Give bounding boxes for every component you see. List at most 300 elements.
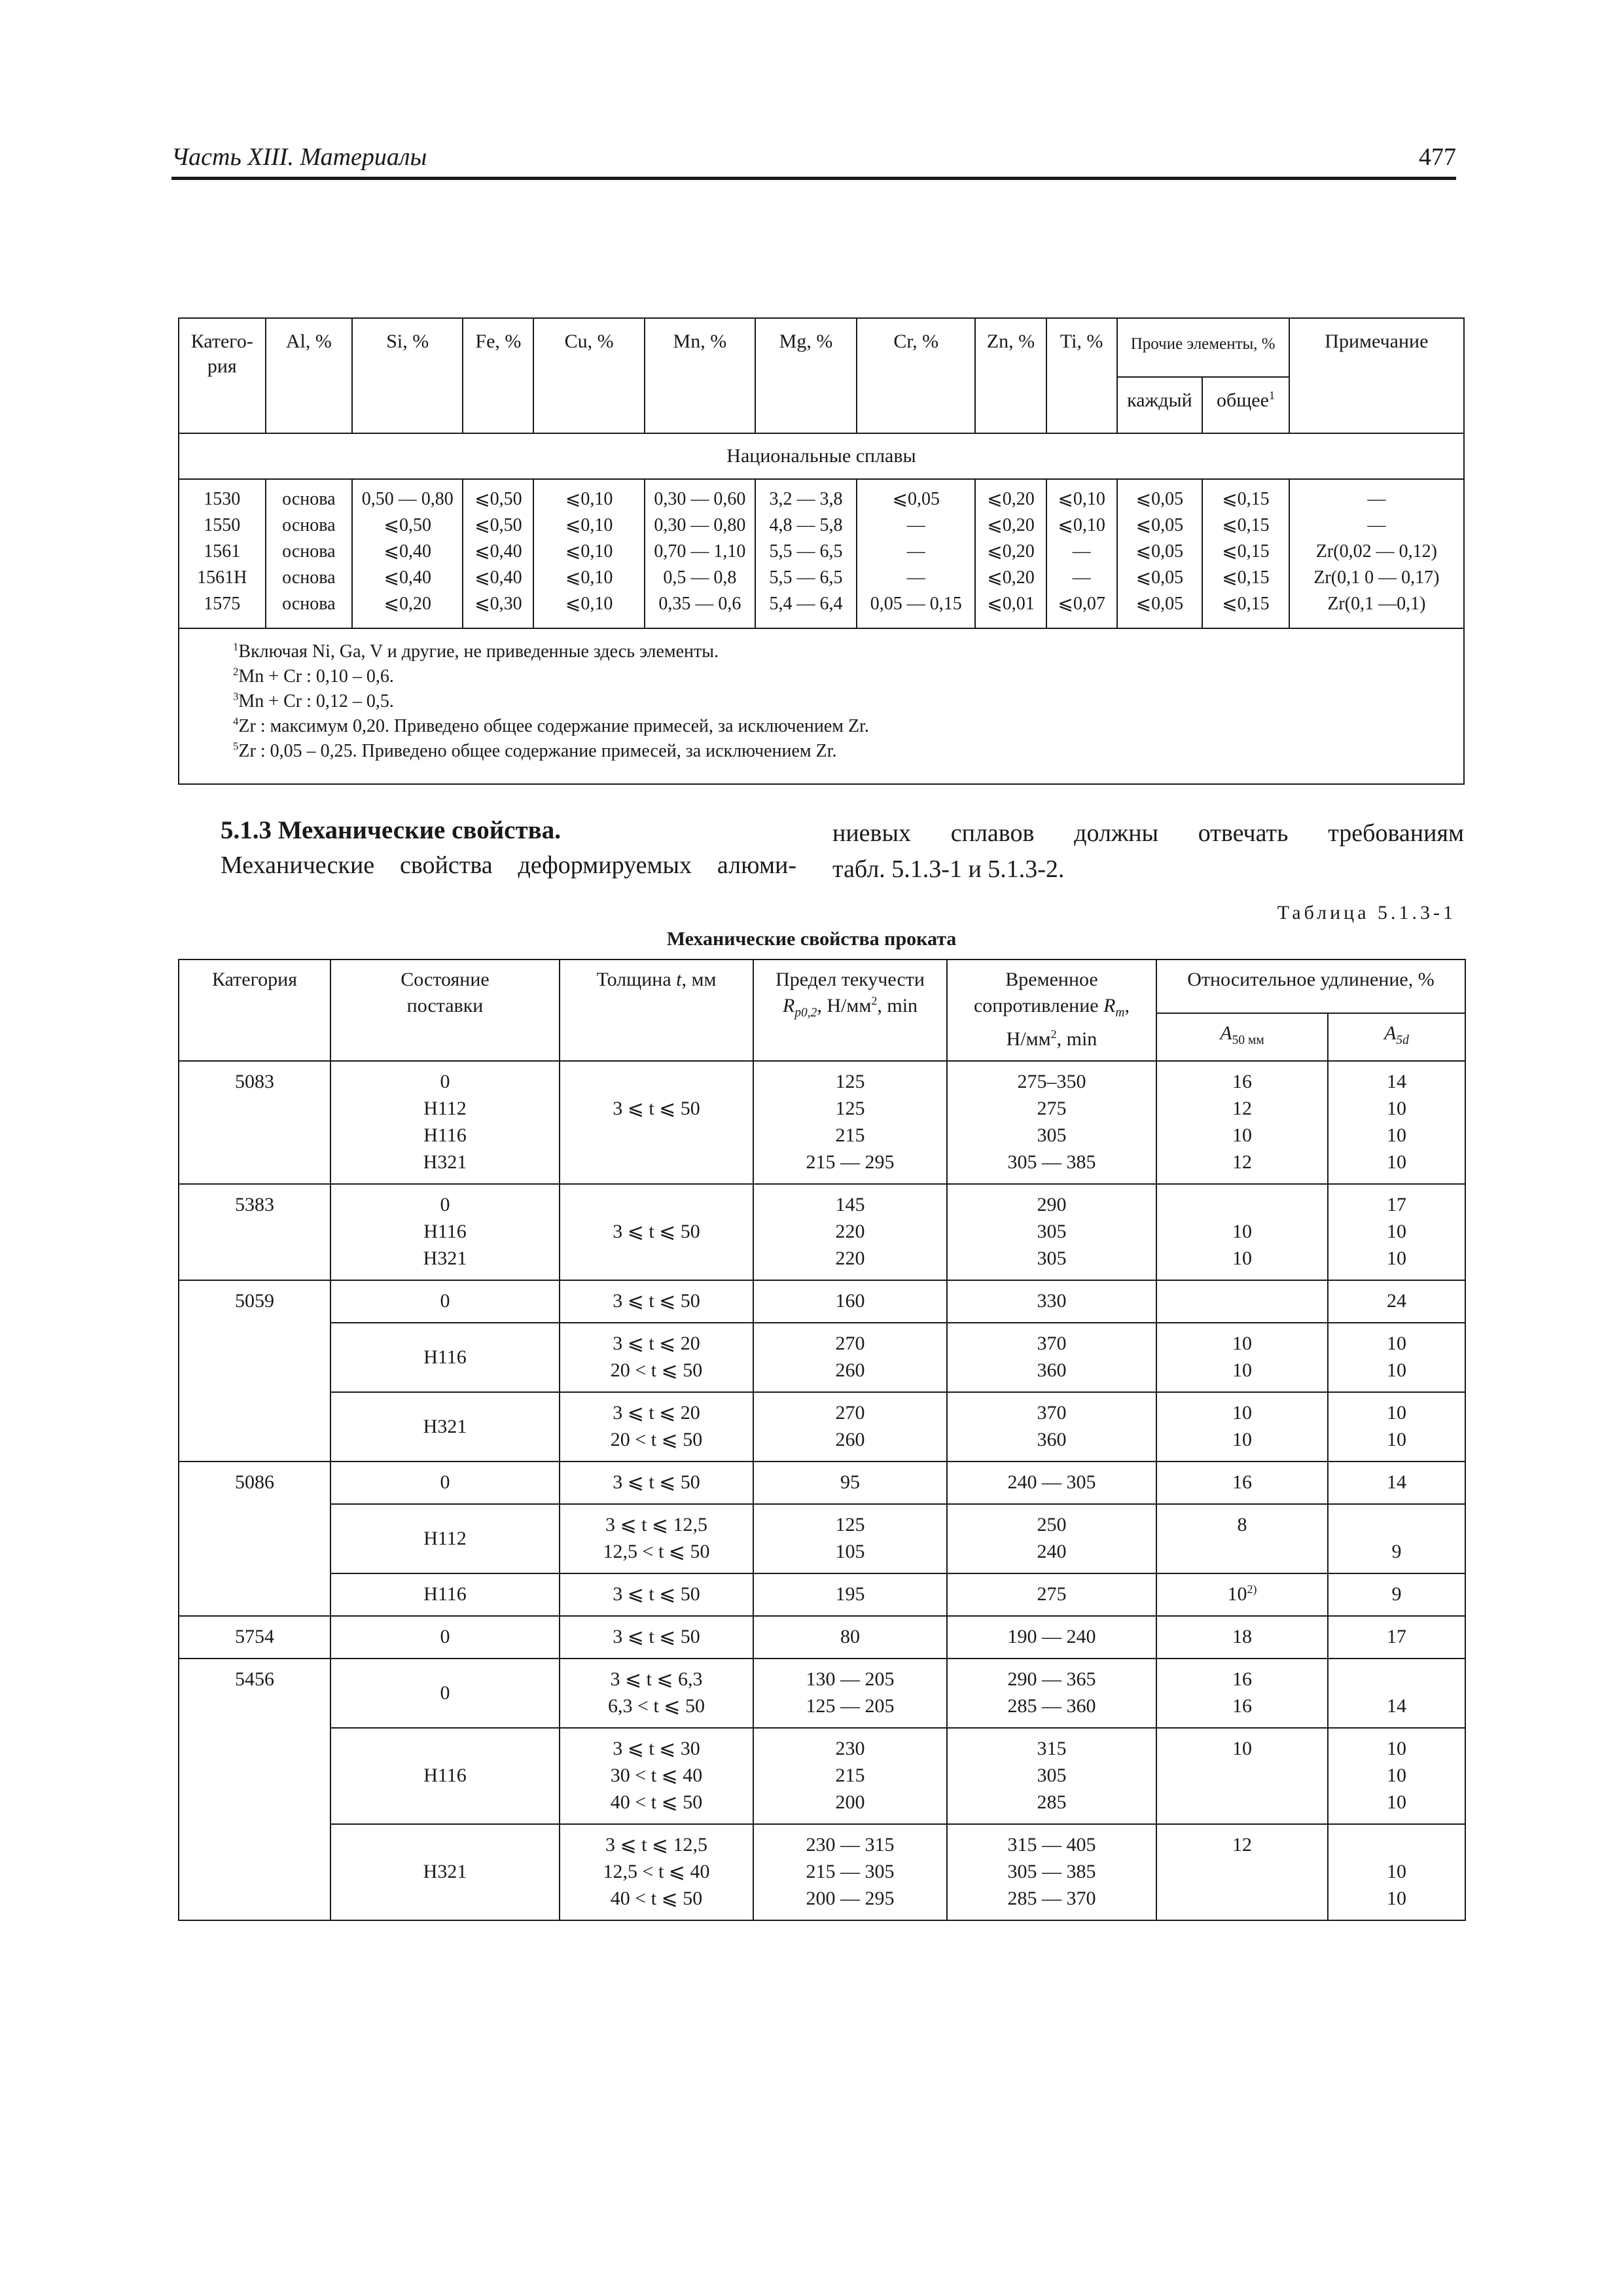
- col-a5d: [1328, 1824, 1465, 1920]
- section-national-alloys: Национальные сплавы: [179, 433, 1464, 479]
- cell-a5d: 24: [1387, 1290, 1406, 1312]
- page-number: 477: [1419, 143, 1456, 171]
- cell-a5d: 17: [1387, 1626, 1406, 1647]
- cell-state: 0: [440, 1681, 450, 1704]
- cell-state: Н116: [423, 1583, 467, 1605]
- col-tensile: [947, 1824, 1156, 1920]
- cell-a50: [1158, 1287, 1326, 1314]
- cell-category: 5086: [179, 1462, 330, 1616]
- cell-a50: 10: [1232, 1359, 1252, 1381]
- cell-total: ⩽0,15: [1222, 489, 1270, 509]
- cell-note: —: [1367, 515, 1386, 535]
- cell-fe: ⩽0,50: [474, 489, 522, 509]
- cell-thickness: 3 ⩽ t ⩽ 50: [613, 1221, 700, 1242]
- cell-mn: 0,30 — 0,80: [654, 515, 746, 535]
- header-thickness: Толщина t, мм: [560, 960, 753, 1061]
- cell-note: Zr(0,1 0 — 0,17): [1313, 567, 1440, 588]
- cell-tensile: 305: [1037, 1124, 1067, 1146]
- cell-note: Zr(0,02 — 0,12): [1315, 541, 1437, 562]
- cell-a50: 18: [1232, 1626, 1252, 1647]
- table-row: [179, 1280, 1465, 1323]
- header-category: Категория: [179, 960, 330, 1061]
- header-al: Al, %: [266, 318, 353, 433]
- cell-thickness: 3 ⩽ t ⩽ 20: [613, 1402, 700, 1424]
- table-row: [179, 1573, 1465, 1616]
- cell-tensile: 285: [1037, 1791, 1067, 1813]
- cell-tensile: 275: [1037, 1098, 1067, 1119]
- cell-yield: 130 — 205: [806, 1668, 895, 1690]
- cell-a50: 10: [1232, 1221, 1252, 1242]
- cell-each: ⩽0,05: [1135, 594, 1184, 614]
- col-tensile: [947, 1323, 1156, 1392]
- cell-al: основа: [282, 541, 336, 562]
- cell-yield: 215 — 295: [806, 1151, 895, 1173]
- cell-thickness: [562, 1149, 751, 1175]
- col-a5d: [1328, 1061, 1465, 1184]
- cell-each: ⩽0,05: [1135, 489, 1184, 509]
- cell-tensile: 330: [1037, 1290, 1067, 1312]
- cell-fe: ⩽0,40: [474, 541, 522, 562]
- cell-state: 0: [440, 1290, 450, 1312]
- mechanical-properties-table: [178, 959, 1466, 1921]
- cell-thickness: [562, 1245, 751, 1272]
- cell-thickness: 3 ⩽ t ⩽ 20: [613, 1333, 700, 1354]
- cell-yield: 200: [835, 1791, 865, 1813]
- col-yield: [753, 1616, 947, 1659]
- cell-each: ⩽0,05: [1135, 515, 1184, 535]
- col-a5d: [1328, 1323, 1465, 1392]
- col-a5d: [1328, 1573, 1465, 1616]
- col-yield: [753, 1280, 947, 1323]
- cell-tensile: 275–350: [1017, 1071, 1086, 1092]
- cell-state: Н116: [423, 1765, 467, 1786]
- cell-a5d: [1330, 1666, 1463, 1693]
- cell-tensile: 370: [1037, 1402, 1067, 1424]
- cell-a50: [1158, 1762, 1326, 1789]
- cell-a50: [1158, 1191, 1326, 1218]
- col-thickness: [560, 1392, 753, 1462]
- cell-yield: 145: [835, 1194, 865, 1215]
- col-state: [330, 1184, 560, 1280]
- table-label: Таблица 5.1.3-1: [1277, 902, 1456, 924]
- cell-si: ⩽0,40: [383, 541, 431, 562]
- col-thickness: [560, 1573, 753, 1616]
- cell-a5d: 9: [1391, 1541, 1402, 1562]
- col-thickness: [560, 1323, 753, 1392]
- cell-yield: 105: [835, 1541, 865, 1562]
- cell-thickness: 3 ⩽ t ⩽ 12,5: [605, 1514, 708, 1535]
- cell-tensile: 275: [1037, 1583, 1067, 1605]
- cell-mn: 0,5 — 0,8: [663, 567, 737, 588]
- col-each: [1117, 479, 1203, 628]
- col-yield: [753, 1184, 947, 1280]
- cell-thickness: 3 ⩽ t ⩽ 30: [613, 1738, 700, 1759]
- cell-ti: ⩽0,07: [1058, 594, 1105, 614]
- cell-a5d: 10: [1387, 1359, 1406, 1381]
- cell-si: ⩽0,50: [383, 515, 431, 535]
- footnote: $^1$Включая Ni, Ga, V и другие, не приведенные здесь элементы.: [233, 640, 719, 662]
- header-fe: Fe, %: [463, 318, 533, 433]
- cell-thickness: 40 < t ⩽ 50: [610, 1888, 703, 1909]
- cell-yield: 270: [835, 1402, 865, 1424]
- cell-zn: ⩽0,01: [987, 594, 1035, 614]
- cell-total: ⩽0,15: [1222, 541, 1270, 562]
- cell-thickness: 3 ⩽ t ⩽ 6,3: [610, 1668, 703, 1690]
- cell-thickness: 3 ⩽ t ⩽ 50: [613, 1471, 700, 1493]
- cell-total: ⩽0,15: [1222, 515, 1270, 535]
- cell-cr: ⩽0,05: [892, 489, 940, 509]
- cell-mg: 5,5 — 6,5: [769, 567, 843, 588]
- paragraph-right: [832, 816, 1464, 888]
- table-row: [179, 1184, 1465, 1280]
- cell-a50: 16: [1232, 1695, 1252, 1717]
- cell-a50: [1158, 1885, 1326, 1912]
- cell-thickness: [562, 1068, 751, 1095]
- cell-a50: 10: [1232, 1402, 1252, 1424]
- col-state: [330, 1280, 560, 1323]
- cell-a5d: 9: [1391, 1583, 1402, 1605]
- table-row: [179, 1504, 1465, 1573]
- col-a50: [1156, 1573, 1328, 1616]
- cell-tensile: 305 — 385: [1007, 1151, 1096, 1173]
- col-mg: [755, 479, 857, 628]
- col-a5d: [1328, 1616, 1465, 1659]
- col-thickness: [560, 1659, 753, 1728]
- cell-category: 1561Н: [197, 567, 247, 588]
- header-si: Si, %: [352, 318, 463, 433]
- cell-category: 1530: [204, 489, 241, 509]
- cell-a5d: [1330, 1511, 1463, 1538]
- header-mg: Mg, %: [755, 318, 857, 433]
- cell-tensile: 240: [1037, 1541, 1067, 1562]
- cell-a50: 10$^{2)}$: [1227, 1583, 1257, 1605]
- col-a50: [1156, 1462, 1328, 1504]
- header-other-elements: Прочие элементы, %: [1117, 318, 1289, 377]
- cell-mg: 3,2 — 3,8: [769, 489, 843, 509]
- cell-thickness: 3 ⩽ t ⩽ 50: [613, 1626, 700, 1647]
- cell-thickness: 40 < t ⩽ 50: [610, 1791, 703, 1813]
- table-row: [179, 1659, 1465, 1728]
- col-category: [179, 479, 266, 628]
- cell-category: 1550: [204, 515, 241, 535]
- cell-mn: 0,30 — 0,60: [654, 489, 746, 509]
- cell-category: 1575: [204, 594, 241, 614]
- cell-a5d: 10: [1387, 1402, 1406, 1424]
- col-tensile: [947, 1184, 1156, 1280]
- section-heading: 5.1.3 Механические свойства.: [221, 816, 561, 844]
- cell-tensile: 360: [1037, 1429, 1067, 1450]
- cell-tensile: 290: [1037, 1194, 1067, 1215]
- cell-a5d: 10: [1387, 1247, 1406, 1269]
- col-thickness: [560, 1616, 753, 1659]
- cell-thickness: 30 < t ⩽ 40: [610, 1765, 703, 1786]
- header-each: каждый: [1117, 377, 1203, 433]
- col-state: [330, 1824, 560, 1920]
- cell-zn: ⩽0,20: [987, 567, 1035, 588]
- cell-yield: 270: [835, 1333, 865, 1354]
- cell-category: 1561: [204, 541, 241, 562]
- col-a50: [1156, 1824, 1328, 1920]
- cell-yield: 215: [835, 1124, 865, 1146]
- col-yield: [753, 1392, 947, 1462]
- header-zn: Zn, %: [975, 318, 1046, 433]
- cell-ti: —: [1072, 541, 1091, 562]
- cell-yield: 95: [840, 1471, 860, 1493]
- cell-a50: [1158, 1789, 1326, 1816]
- cell-a5d: 14: [1387, 1471, 1406, 1493]
- col-thickness: [560, 1061, 753, 1184]
- cell-cr: —: [906, 515, 925, 535]
- cell-yield: 160: [835, 1290, 865, 1312]
- cell-a50: 10: [1232, 1247, 1252, 1269]
- running-title: Часть XIII. Материалы: [171, 143, 427, 171]
- cell-a50: 16: [1232, 1071, 1252, 1092]
- col-a50: [1156, 1280, 1328, 1323]
- cell-tensile: 285 — 370: [1007, 1888, 1096, 1909]
- cell-al: основа: [282, 594, 336, 614]
- col-yield: [753, 1824, 947, 1920]
- cell-a50: 12: [1232, 1151, 1252, 1173]
- cell-fe: ⩽0,50: [474, 515, 522, 535]
- col-mn: [645, 479, 755, 628]
- header-rule: [171, 177, 1456, 180]
- header-yield-strength: Предел текучести $R_{p0,2}$, $Н/мм^2$, min: [753, 960, 947, 1061]
- col-note: [1289, 479, 1464, 628]
- col-a5d: [1328, 1659, 1465, 1728]
- paragraph-right-line-1: ниевых сплавов должны отвечать требованиям: [832, 819, 1464, 847]
- table-row: [179, 1392, 1465, 1462]
- col-state: [330, 1504, 560, 1573]
- cell-a50: 16: [1232, 1668, 1252, 1690]
- col-yield: [753, 1323, 947, 1392]
- footnotes: [179, 628, 1464, 784]
- col-state: [330, 1392, 560, 1462]
- cell-cr: —: [906, 541, 925, 562]
- cell-category: 5456: [179, 1659, 330, 1920]
- cell-note: —: [1367, 489, 1386, 509]
- col-a5d: [1328, 1184, 1465, 1280]
- cell-thickness: 20 < t ⩽ 50: [610, 1429, 703, 1450]
- cell-a50: 12: [1232, 1098, 1252, 1119]
- cell-state: 0: [440, 1071, 450, 1092]
- col-a50: [1156, 1184, 1328, 1280]
- col-a5d: [1328, 1462, 1465, 1504]
- cell-tensile: 305: [1037, 1765, 1067, 1786]
- table-row: [179, 1728, 1465, 1824]
- cell-cu: ⩽0,10: [565, 489, 613, 509]
- cell-state: 0: [440, 1194, 450, 1215]
- cell-ti: —: [1072, 567, 1091, 588]
- col-tensile: [947, 1616, 1156, 1659]
- cell-tensile: 305: [1037, 1247, 1067, 1269]
- col-state: [330, 1061, 560, 1184]
- cell-yield: 80: [840, 1626, 860, 1647]
- cell-mg: 5,4 — 6,4: [769, 594, 843, 614]
- cell-thickness: [562, 1122, 751, 1149]
- cell-yield: 215 — 305: [806, 1861, 895, 1882]
- cell-tensile: 370: [1037, 1333, 1067, 1354]
- col-a50: [1156, 1659, 1328, 1728]
- cell-tensile: 290 — 365: [1007, 1668, 1096, 1690]
- table-row: [179, 1616, 1465, 1659]
- header-mn: Mn, %: [645, 318, 755, 433]
- cell-a5d: 10: [1387, 1151, 1406, 1173]
- header-a50: $A_{50 мм}$: [1156, 1013, 1328, 1061]
- col-state: [330, 1323, 560, 1392]
- cell-cu: ⩽0,10: [565, 567, 613, 588]
- col-tensile: [947, 1504, 1156, 1573]
- cell-al: основа: [282, 489, 336, 509]
- cell-a50: 16: [1232, 1471, 1252, 1493]
- col-al: [266, 479, 353, 628]
- cell-tensile: 360: [1037, 1359, 1067, 1381]
- col-tensile: [947, 1462, 1156, 1504]
- col-thickness: [560, 1462, 753, 1504]
- cell-mg: 4,8 — 5,8: [769, 515, 843, 535]
- cell-yield: 215: [835, 1765, 865, 1786]
- table-row: [179, 1323, 1465, 1392]
- col-tensile: [947, 1659, 1156, 1728]
- paragraph-right-line-2: табл. 5.1.3-1 и 5.1.3-2.: [832, 855, 1065, 883]
- cell-si: ⩽0,40: [383, 567, 431, 588]
- table-caption: Механические свойства проката: [666, 928, 957, 950]
- cell-a5d: 10: [1387, 1861, 1406, 1882]
- col-state: [330, 1573, 560, 1616]
- header-ti: Ti, %: [1046, 318, 1117, 433]
- col-a5d: [1328, 1392, 1465, 1462]
- header-cr: Cr, %: [857, 318, 976, 433]
- paragraph-left: Механические свойства деформируемых алюми-: [221, 852, 796, 879]
- cell-yield: 220: [835, 1221, 865, 1242]
- cell-a5d: 10: [1387, 1098, 1406, 1119]
- cell-tensile: 285 — 360: [1007, 1695, 1096, 1717]
- cell-tensile: 305: [1037, 1221, 1067, 1242]
- cell-yield: 125: [835, 1071, 865, 1092]
- cell-category: 5754: [179, 1616, 330, 1659]
- col-ti: [1046, 479, 1117, 628]
- composition-table: [178, 317, 1465, 785]
- col-cu: [533, 479, 644, 628]
- footnote: $^4$Zr : максимум 0,20. Приведено общее содержание примесей, за исключением Zr.: [233, 715, 869, 736]
- cell-zn: ⩽0,20: [987, 541, 1035, 562]
- cell-thickness: 6,3 < t ⩽ 50: [608, 1695, 705, 1717]
- col-thickness: [560, 1184, 753, 1280]
- col-a5d: [1328, 1728, 1465, 1824]
- col-zn: [975, 479, 1046, 628]
- cell-zn: ⩽0,20: [987, 515, 1035, 535]
- cell-note: Zr(0,1 —0,1): [1327, 594, 1426, 614]
- cell-a50: 10: [1232, 1429, 1252, 1450]
- cell-yield: 125: [835, 1098, 865, 1119]
- col-tensile: [947, 1280, 1156, 1323]
- cell-tensile: 315 — 405: [1007, 1834, 1096, 1856]
- cell-state: 0: [440, 1626, 450, 1647]
- col-a50: [1156, 1061, 1328, 1184]
- cell-fe: ⩽0,40: [474, 567, 522, 588]
- col-thickness: [560, 1504, 753, 1573]
- header-state: Состояние поставки: [330, 960, 560, 1061]
- cell-state: Н112: [423, 1527, 467, 1549]
- cell-a5d: 10: [1387, 1738, 1406, 1759]
- cell-ti: ⩽0,10: [1058, 515, 1105, 535]
- cell-tensile: 305 — 385: [1007, 1861, 1096, 1882]
- cell-yield: 260: [835, 1429, 865, 1450]
- cell-thickness: 12,5 < t ⩽ 40: [603, 1861, 710, 1882]
- footnote: $^5$Zr : 0,05 – 0,25. Приведено общее содержание примесей, за исключением Zr.: [233, 740, 837, 761]
- header-cu: Cu, %: [533, 318, 644, 433]
- col-a50: [1156, 1392, 1328, 1462]
- col-tensile: [947, 1061, 1156, 1184]
- cell-mn: 0,35 — 0,6: [658, 594, 741, 614]
- cell-tensile: 250: [1037, 1514, 1067, 1535]
- header-a5d: $A_{5d}$: [1328, 1013, 1465, 1061]
- col-state: [330, 1728, 560, 1824]
- cell-zn: ⩽0,20: [987, 489, 1035, 509]
- col-tensile: [947, 1573, 1156, 1616]
- cell-cr: —: [906, 567, 925, 588]
- col-yield: [753, 1659, 947, 1728]
- header-category: Катего-рия: [179, 318, 266, 433]
- col-thickness: [560, 1728, 753, 1824]
- cell-yield: 220: [835, 1247, 865, 1269]
- col-yield: [753, 1462, 947, 1504]
- cell-a5d: 10: [1387, 1765, 1406, 1786]
- cell-thickness: 3 ⩽ t ⩽ 50: [613, 1583, 700, 1605]
- cell-tensile: 240 — 305: [1007, 1471, 1096, 1493]
- cell-a50: 8: [1237, 1514, 1247, 1535]
- cell-thickness: [562, 1191, 751, 1218]
- col-tensile: [947, 1392, 1156, 1462]
- cell-state: Н116: [423, 1124, 467, 1146]
- col-a5d: [1328, 1280, 1465, 1323]
- cell-cu: ⩽0,10: [565, 594, 613, 614]
- table-row: [179, 1824, 1465, 1920]
- cell-a5d: 14: [1387, 1695, 1406, 1717]
- col-yield: [753, 1573, 947, 1616]
- footnote: $^2$Mn + Cr : 0,10 – 0,6.: [233, 665, 394, 687]
- cell-category: 5059: [179, 1280, 330, 1462]
- cell-a5d: 10: [1387, 1888, 1406, 1909]
- cell-yield: 125: [835, 1514, 865, 1535]
- cell-state: Н116: [423, 1221, 467, 1242]
- col-thickness: [560, 1280, 753, 1323]
- cell-a5d: 10: [1387, 1333, 1406, 1354]
- cell-cu: ⩽0,10: [565, 515, 613, 535]
- cell-category: 5383: [179, 1184, 330, 1280]
- cell-yield: 230: [835, 1738, 865, 1759]
- col-state: [330, 1462, 560, 1504]
- header-elongation: Относительное удлинение, %: [1156, 960, 1465, 1013]
- cell-yield: 230 — 315: [806, 1834, 895, 1856]
- cell-thickness: 20 < t ⩽ 50: [610, 1359, 703, 1381]
- col-a50: [1156, 1616, 1328, 1659]
- col-state: [330, 1659, 560, 1728]
- col-cr: [857, 479, 976, 628]
- cell-state: Н321: [423, 1151, 467, 1173]
- cell-ti: ⩽0,10: [1058, 489, 1105, 509]
- cell-fe: ⩽0,30: [474, 594, 522, 614]
- cell-state: 0: [440, 1471, 450, 1493]
- cell-tensile: 190 — 240: [1007, 1626, 1096, 1647]
- table-row: [179, 1462, 1465, 1504]
- header-tensile-strength: Временное сопротивление $R_m$, $Н/мм^2$, min: [947, 960, 1156, 1061]
- col-thickness: [560, 1824, 753, 1920]
- cell-mg: 5,5 — 6,5: [769, 541, 843, 562]
- cell-yield: 200 — 295: [806, 1888, 895, 1909]
- table-row: [179, 1061, 1465, 1184]
- cell-a5d: 10: [1387, 1124, 1406, 1146]
- cell-yield: 125 — 205: [806, 1695, 895, 1717]
